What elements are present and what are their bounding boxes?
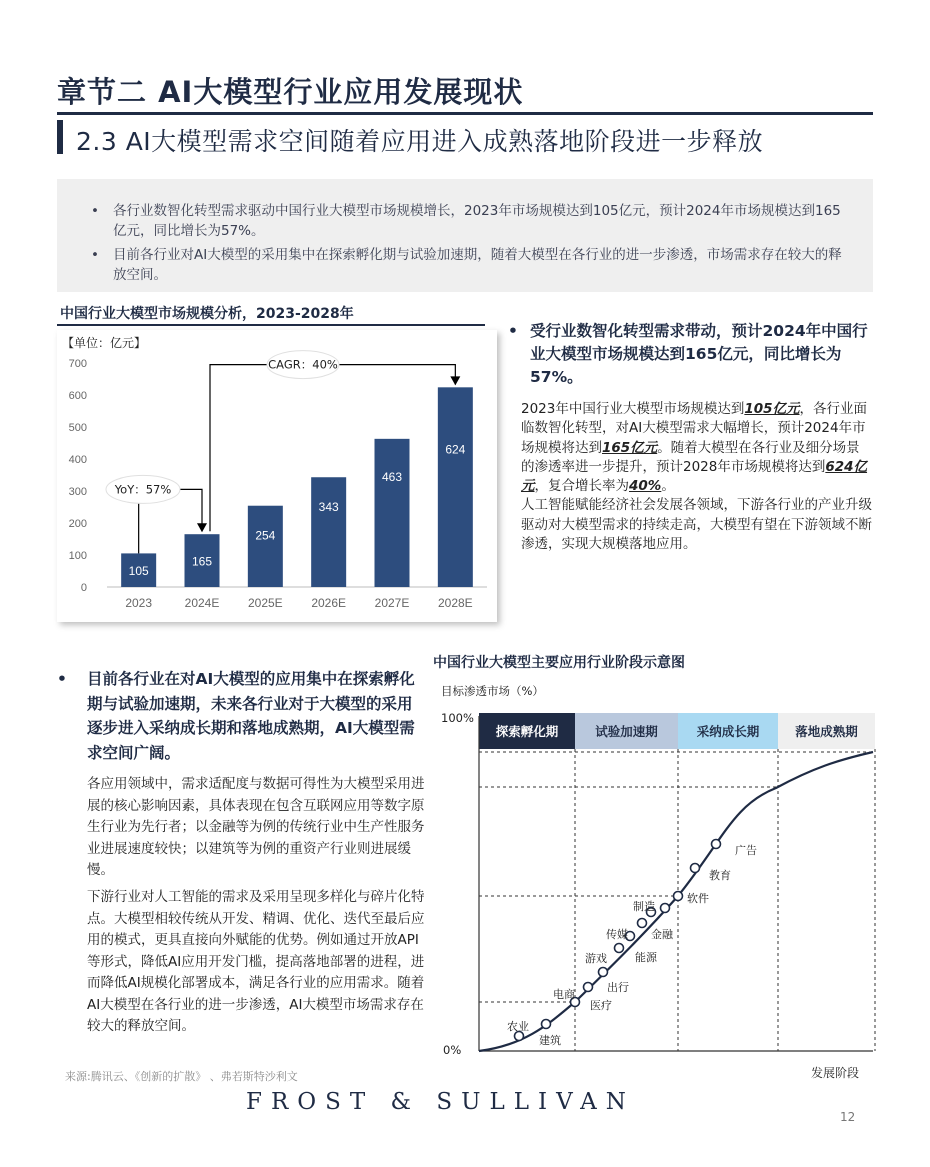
- industry-label: 金融: [651, 928, 673, 941]
- stage-label: 采纳成长期: [696, 724, 760, 739]
- right-paragraph-2: 人工智能赋能经济社会发展各领域，下游各行业的产业升级驱动对大模型需求的持续走高，大模型有望在下游领域不断渗透，实现大规模落地应用。: [521, 497, 872, 553]
- industry-point: [712, 840, 721, 849]
- x-tick-label: 2023: [125, 596, 153, 610]
- industry-label: 农业: [507, 1020, 529, 1033]
- value-2023: 105亿元: [744, 401, 800, 417]
- industry-point: [615, 944, 624, 953]
- cagr-label: CAGR：40%: [268, 357, 338, 372]
- x-tick-label: 2025E: [247, 596, 283, 610]
- summary-bullet: [77, 201, 853, 241]
- value-2024: 165亿元: [602, 439, 658, 456]
- y-tick-label: 600: [68, 390, 87, 402]
- x-tick-label: 2024E: [184, 596, 220, 610]
- text-span: ，复合增长率为: [534, 478, 629, 495]
- industry-point: [599, 968, 608, 977]
- summary-bullet-text: 目前各行业对AI大模型的采用集中在探索孵化期与试验加速期，随着大模型在各行业的进一步渗透，市场需求存在较大的释放空间。: [113, 247, 842, 283]
- industry-label: 电商: [553, 988, 575, 1001]
- industry-point: [542, 1020, 551, 1029]
- bullet-icon: •: [91, 247, 99, 263]
- industry-label: 游戏: [585, 952, 607, 965]
- chapter-title: 章节二 AI大模型行业应用发展现状: [57, 75, 524, 109]
- y-tick-label: 400: [68, 454, 87, 466]
- unit-label: 【单位：亿元】: [62, 336, 147, 350]
- industry-point: [661, 904, 670, 913]
- value-cagr: 40%: [629, 478, 662, 495]
- bullet-icon: •: [91, 203, 99, 219]
- x-axis-label: 发展阶段: [810, 1066, 859, 1080]
- industry-label: 传媒: [606, 928, 628, 941]
- industry-label: 软件: [687, 892, 709, 905]
- bar-value-label: 165: [191, 554, 213, 569]
- stage-label: 探索孵化期: [495, 724, 559, 739]
- bar: [438, 387, 473, 587]
- bar-value-label: 105: [128, 564, 149, 579]
- left-paragraph-1: 各应用领域中，需求适配度与数据可得性为大模型采用进展的核心影响因素，具体表现在包含互联网应用等数字原生行业为先行者；以金融等为例的传统行业中生产性服务业进展速度较快；以建筑等为例的重资产行业则进展缓慢。: [87, 776, 425, 878]
- value-2028: 624亿元: [521, 458, 868, 495]
- page-number: 12: [840, 1110, 856, 1124]
- s-curve: [479, 752, 873, 1051]
- x-tick-label: 2026E: [311, 596, 347, 610]
- y-tick-label: 700: [68, 358, 87, 370]
- industry-point: [691, 864, 700, 873]
- bullet-icon: •: [57, 670, 67, 688]
- x-tick-label: 2028E: [437, 596, 473, 610]
- bar: [311, 477, 346, 587]
- industry-label: 出行: [607, 981, 629, 994]
- right-headline-text: 受行业数智化转型需求带动，预计2024年中国行业大模型市场规模达到165亿元，同比增长为57%。: [530, 322, 868, 386]
- y-axis-label: 目标渗透市场（%）: [441, 684, 544, 698]
- brand-logo: FROST & SULLIVAN: [246, 1089, 635, 1115]
- bar-value-label: 254: [255, 528, 276, 543]
- bar-value-label: 343: [318, 500, 339, 515]
- stage-label: 落地成熟期: [795, 724, 858, 739]
- section-marker: [57, 120, 63, 154]
- bar-value-label: 463: [381, 469, 403, 484]
- y-max-label: 100%: [441, 711, 474, 725]
- x-tick-label: 2027E: [374, 596, 410, 610]
- right-body: [521, 400, 873, 554]
- right-paragraph-1: [521, 400, 873, 496]
- industry-label: 制造: [633, 900, 655, 913]
- yoy-label: YoY：57%: [114, 482, 172, 497]
- y-tick-label: 100: [68, 550, 87, 562]
- title-rule: [57, 112, 873, 115]
- text-span: ，各行业面临数智化转型，对AI大模型需求大幅增长，预计2024年市场规模将达到: [521, 401, 868, 456]
- industry-label: 广告: [735, 844, 757, 857]
- y-min-label: 0%: [443, 1043, 462, 1057]
- right-headline: [508, 320, 878, 389]
- left-headline-text: 目前各行业在对AI大模型的应用集中在探索孵化期与试验加速期，未来各行业对于大模型的采用逐步进入采纳成长期和落地成熟期，AI大模型需求空间广阔。: [87, 670, 415, 762]
- y-tick-label: 500: [68, 422, 87, 434]
- stage-chart-title: 中国行业大模型主要应用行业阶段示意图: [433, 655, 685, 671]
- summary-box: [57, 179, 873, 292]
- industry-point: [584, 983, 593, 992]
- left-paragraph-2: 下游行业对人工智能的需求及采用呈现多样化与碎片化特点。大模型相较传统从开发、精调、优化、迭代至最后应用的模式，更具直接向外赋能的优势。例如通过开放API等形式，降低AI应用开发门槛，提高落地部署的进程，进而降低AI规模化部署成本，满足各行业的应用需求。随着AI大模型在各行业的进一步渗透，AI大模型市场需求存在较大的释放空间。: [87, 889, 425, 1034]
- stage-label: 试验加速期: [595, 724, 658, 739]
- industry-point: [674, 892, 683, 901]
- industry-label: 教育: [709, 869, 731, 882]
- summary-bullet: [77, 245, 853, 285]
- bar-chart-title: 中国行业大模型市场规模分析，2023-2028年: [57, 300, 485, 326]
- stage-diagram: [433, 680, 883, 1080]
- bullet-icon: •: [508, 322, 518, 340]
- industry-label: 医疗: [590, 999, 612, 1012]
- bar-value-label: 624: [445, 442, 466, 457]
- bar-chart-panel: [57, 330, 497, 622]
- section-title: 2.3 AI大模型需求空间随着应用进入成熟落地阶段进一步释放: [76, 127, 764, 156]
- industry-label: 建筑: [539, 1034, 561, 1047]
- industry-point: [638, 919, 647, 928]
- bar: [375, 439, 410, 587]
- source-note: 来源:腾讯云、《创新的扩散》 、弗若斯特沙利文: [65, 1070, 298, 1083]
- arrow-head: [197, 523, 207, 532]
- y-tick-label: 300: [68, 486, 87, 498]
- left-headline: [57, 667, 427, 765]
- bar-chart: [57, 330, 497, 622]
- industry-label: 能源: [635, 951, 657, 964]
- y-tick-label: 0: [80, 582, 87, 594]
- text-span: 。: [661, 478, 675, 495]
- text-span: 。随着大模型在各行业及细分场景的渗透率进一步提升，预计2028年市场规模将达到: [521, 439, 860, 475]
- text-span: 2023年中国行业大模型市场规模达到: [521, 401, 745, 417]
- bar: [248, 506, 283, 587]
- y-tick-label: 200: [68, 518, 87, 530]
- summary-bullet-text: 各行业数智化转型需求驱动中国行业大模型市场规模增长，2023年市场规模达到105亿元，预计2024年市场规模达到165亿元，同比增长为57%。: [113, 203, 841, 239]
- arrow-head: [450, 376, 460, 385]
